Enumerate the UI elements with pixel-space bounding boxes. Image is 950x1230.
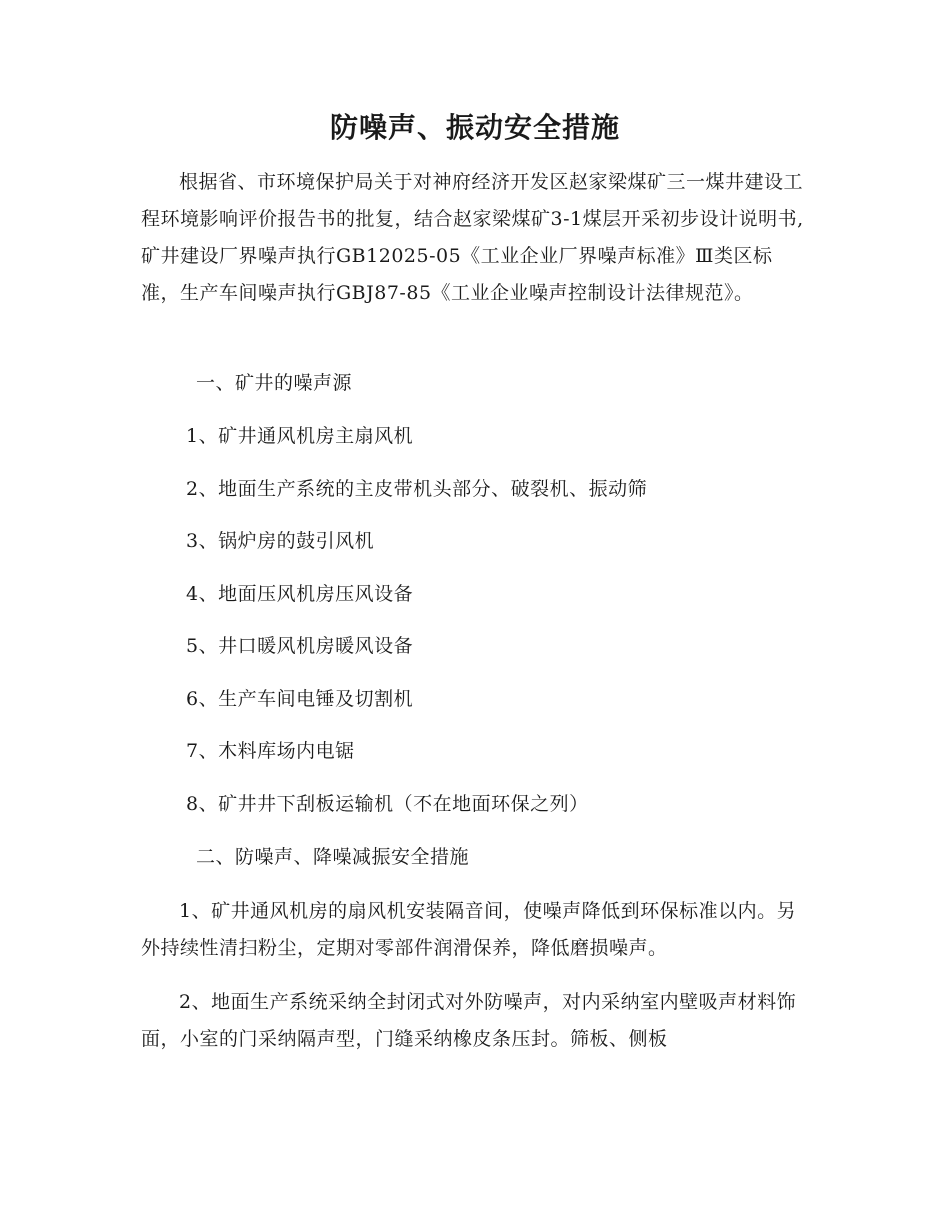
list-item: 4、地面压风机房压风设备 xyxy=(186,583,414,605)
section-heading-noise-sources: 一、矿井的噪声源 xyxy=(196,372,353,394)
document-title: 防噪声、振动安全措施 xyxy=(329,111,620,144)
list-item: 3、锅炉房的鼓引风机 xyxy=(186,530,375,552)
intro-paragraph: 根据省、市环境保护局关于对神府经济开发区赵家梁煤矿三一煤井建设工程环境影响评价报告书的批复，结合赵家梁煤矿3-1煤层开采初步设计说明书,矿井建设厂界噪声执行GB12025-05《工业企业厂界噪声标准》Ⅲ类区标准，生产车间噪声执行GBJ87-85《工业企业噪声控制设计法律规范》。 xyxy=(141,171,804,304)
measure-paragraph: 1、矿井通风机房的扇风机安装隔音间，使噪声降低到环保标准以内。另外持续性清扫粉尘，定期对零部件润滑保养，降低磨损噪声。 xyxy=(141,900,797,959)
list-item: 5、井口暖风机房暖风设备 xyxy=(186,635,414,657)
measure-paragraph: 2、地面生产系统采纳全封闭式对外防噪声，对内采纳室内壁吸声材料饰面，小室的门采纳隔声型，门缝采纳橡皮条压封。筛板、侧板 xyxy=(141,991,797,1050)
list-item: 2、地面生产系统的主皮带机头部分、破裂机、振动筛 xyxy=(186,478,648,500)
section-heading-measures: 二、防噪声、降噪减振安全措施 xyxy=(196,846,470,868)
list-item: 8、矿井井下刮板运输机（不在地面环保之列） xyxy=(186,793,589,815)
list-item: 6、生产车间电锤及切割机 xyxy=(186,688,414,710)
list-item: 1、矿井通风机房主扇风机 xyxy=(186,425,414,447)
list-item: 7、木料库场内电锯 xyxy=(186,740,355,762)
